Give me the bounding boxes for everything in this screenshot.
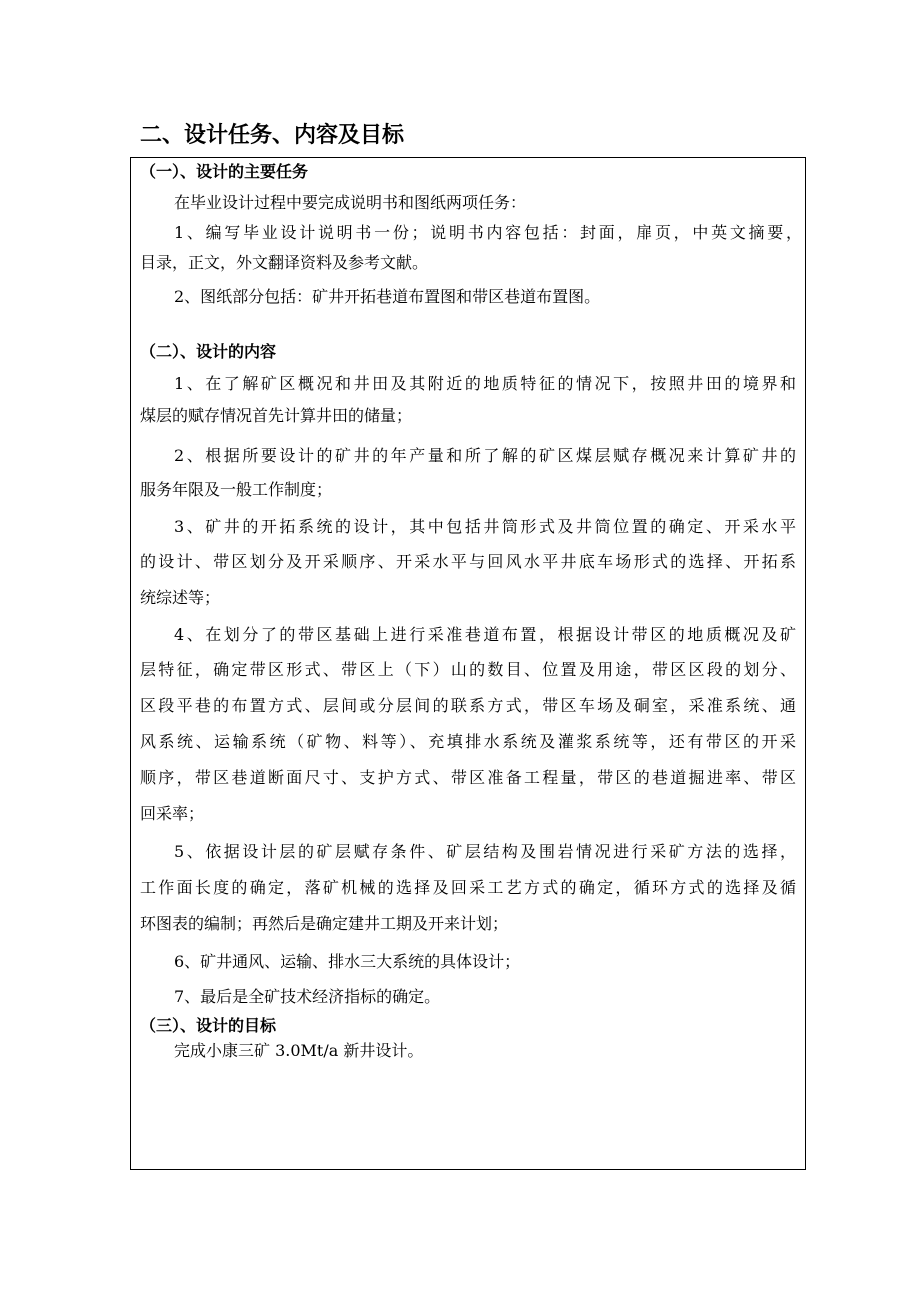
- section2-item7: 7、最后是全矿技术经济指标的确定。: [174, 987, 441, 1006]
- section1-item2: 2、图纸部分包括：矿井开拓巷道布置图和带区巷道布置图。: [174, 287, 601, 306]
- section2-item1-line2: 煤层的赋存情况首先计算井田的储量；: [140, 406, 413, 425]
- section2-item5-line2: 工作面长度的确定，落矿机械的选择及回采工艺方式的确定，循环方式的选择及循: [140, 878, 796, 897]
- section1-item1-line1: 1、编写毕业设计说明书一份；说明书内容包括：封面，扉页，中英文摘要，: [174, 223, 802, 242]
- section2-item1-line1: 1、在了解矿区概况和井田及其附近的地质特征的情况下，按照井田的境界和: [174, 374, 796, 393]
- section-heading-content: （二）、设计的内容: [140, 342, 277, 361]
- section2-item4-line2: 层特征，确定带区形式、带区上（下）山的数目、位置及用途，带区区段的划分、: [140, 660, 796, 679]
- section2-item2-line2: 服务年限及一般工作制度；: [140, 480, 333, 499]
- section1-intro: 在毕业设计过程中要完成说明书和图纸两项任务：: [174, 193, 527, 212]
- section2-item2-line1: 2、根据所要设计的矿井的年产量和所了解的矿区煤层赋存概况来计算矿井的: [174, 446, 796, 465]
- section2-item3-line2: 的设计、带区划分及开采顺序、开采水平与回风水平井底车场形式的选择、开拓系: [140, 552, 796, 571]
- section-heading-main-task: （一）、设计的主要任务: [140, 162, 309, 181]
- section2-item4-line4: 风系统、运输系统（矿物、料等）、充填排水系统及灌浆系统等，还有带区的开采: [140, 732, 796, 751]
- section2-item4-line3: 区段平巷的布置方式、层间或分层间的联系方式，带区车场及硐室，采准系统、通: [140, 696, 796, 715]
- section2-item5-line3: 环图表的编制；再然后是确定建井工期及开来计划；: [140, 914, 509, 933]
- section2-item4-line5: 顺序，带区巷道断面尺寸、支护方式、带区准备工程量，带区的巷道掘进率、带区: [140, 768, 796, 787]
- section3-text: 完成小康三矿 3.0Mt/a 新井设计。: [174, 1041, 424, 1060]
- section2-item4-line6: 回采率；: [140, 804, 205, 823]
- section2-item6: 6、矿井通风、运输、排水三大系统的具体设计；: [174, 952, 521, 971]
- section1-item1-line2: 目录，正文，外文翻译资料及参考文献。: [140, 253, 429, 272]
- section2-item5-line1: 5、依据设计层的矿层赋存条件、矿层结构及围岩情况进行采矿方法的选择，: [174, 842, 796, 861]
- page-title: 二、设计任务、内容及目标: [140, 123, 405, 148]
- section2-item3-line3: 统综述等；: [140, 588, 221, 607]
- section-heading-goal: （三）、设计的目标: [140, 1016, 277, 1035]
- section2-item3-line1: 3、矿井的开拓系统的设计，其中包括井筒形式及井筒位置的确定、开采水平: [174, 517, 796, 536]
- section2-item4-line1: 4、在划分了的带区基础上进行采准巷道布置，根据设计带区的地质概况及矿: [174, 625, 796, 644]
